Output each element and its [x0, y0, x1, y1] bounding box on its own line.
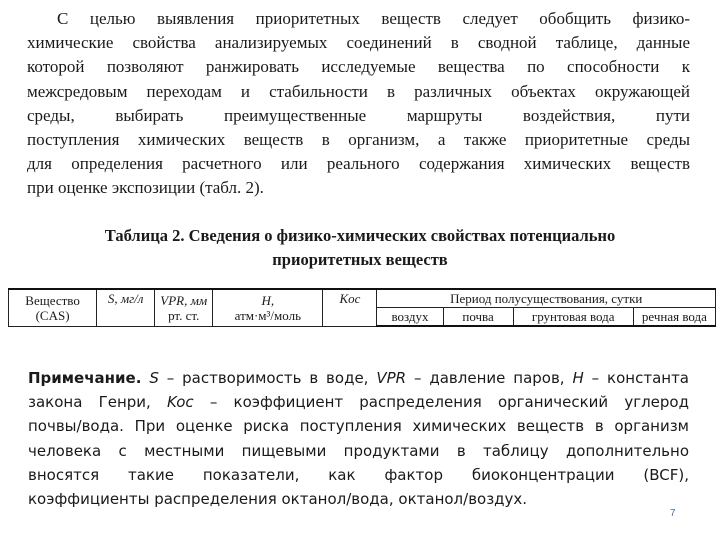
header-vapor-pressure	[155, 289, 213, 326]
note-text: – константа	[583, 369, 689, 387]
header-henry	[213, 289, 323, 326]
header-vpr-unit: рт. ст.	[168, 307, 200, 323]
note-line-4: человека с местными пищевыми продуктами в таблицу дополнительно	[28, 441, 689, 460]
note-label: Примечание.	[28, 369, 142, 387]
note-text: – растворимость в воде,	[158, 369, 377, 387]
note-term: S	[149, 369, 159, 387]
note-line-5: вносятся такие показатели, как фактор биоконцентрации (BCF),	[28, 465, 689, 484]
header-substance	[9, 289, 97, 326]
note-term: H	[572, 369, 584, 387]
header-solubility: S, мг/л	[97, 289, 155, 326]
note-text: закона Генри,	[28, 393, 167, 412]
table-header-row-1	[9, 289, 716, 308]
paragraph-line: межсредовым переходам и стабильности в различных объектах окружающей	[27, 81, 690, 101]
note-paragraph	[28, 366, 689, 511]
caption-line-1: Таблица 2. Сведения о физико-химических свойствах потенциально	[104, 226, 616, 245]
paragraph-line: для определения расчетного или реального содержания химических веществ	[27, 154, 690, 174]
caption-line-2: приоритетных веществ	[272, 250, 448, 269]
note-line-3: почвы/вода. При оценке риска поступления химических веществ в организм	[28, 417, 689, 436]
header-soil: почва	[443, 308, 513, 327]
header-koc: Koc	[323, 289, 377, 326]
page-number: 7	[670, 508, 676, 519]
header-h-unit: атм·м³/моль	[234, 307, 302, 323]
header-substance-label: Вещество	[25, 292, 80, 308]
header-h-label: H,	[261, 292, 275, 308]
header-river-water: речная вода	[633, 308, 715, 327]
header-cas-label: (CAS)	[35, 307, 70, 323]
header-groundwater: грунтовая вода	[513, 308, 633, 327]
paragraph-line: поступления химических веществ в организм, а также приоритетные среды	[27, 130, 690, 150]
properties-table	[8, 288, 716, 327]
table-caption	[20, 224, 700, 272]
note-line-2	[28, 390, 689, 414]
intro-paragraph	[27, 7, 690, 201]
note-line-6: коэффициенты распределения октанол/вода, октанол/воздух.	[28, 490, 528, 509]
paragraph-line: С целью выявления приоритетных веществ следует обобщить физико-	[57, 9, 690, 28]
note-term: VPR	[376, 369, 407, 387]
paragraph-line: химические свойства анализируемых соединений в сводной таблице, данные	[27, 33, 690, 53]
paragraph-line: при оценке экспозиции (табл. 2).	[27, 178, 264, 198]
note-term: Koc	[166, 393, 194, 412]
header-air: воздух	[377, 308, 443, 327]
note-text: – давление паров,	[406, 369, 573, 387]
note-line-1	[28, 366, 689, 390]
header-vpr-label: VPR, мм	[160, 292, 208, 308]
paragraph-line: среды, выбирать преимущественные маршруты воздействия, пути	[27, 105, 690, 125]
header-half-life: Период полусуществования, сутки	[377, 289, 716, 308]
note-text: – коэффициент распределения органический углерод	[193, 393, 689, 412]
paragraph-line: которой позволяют ранжировать исследуемые вещества по способности к	[27, 57, 690, 77]
